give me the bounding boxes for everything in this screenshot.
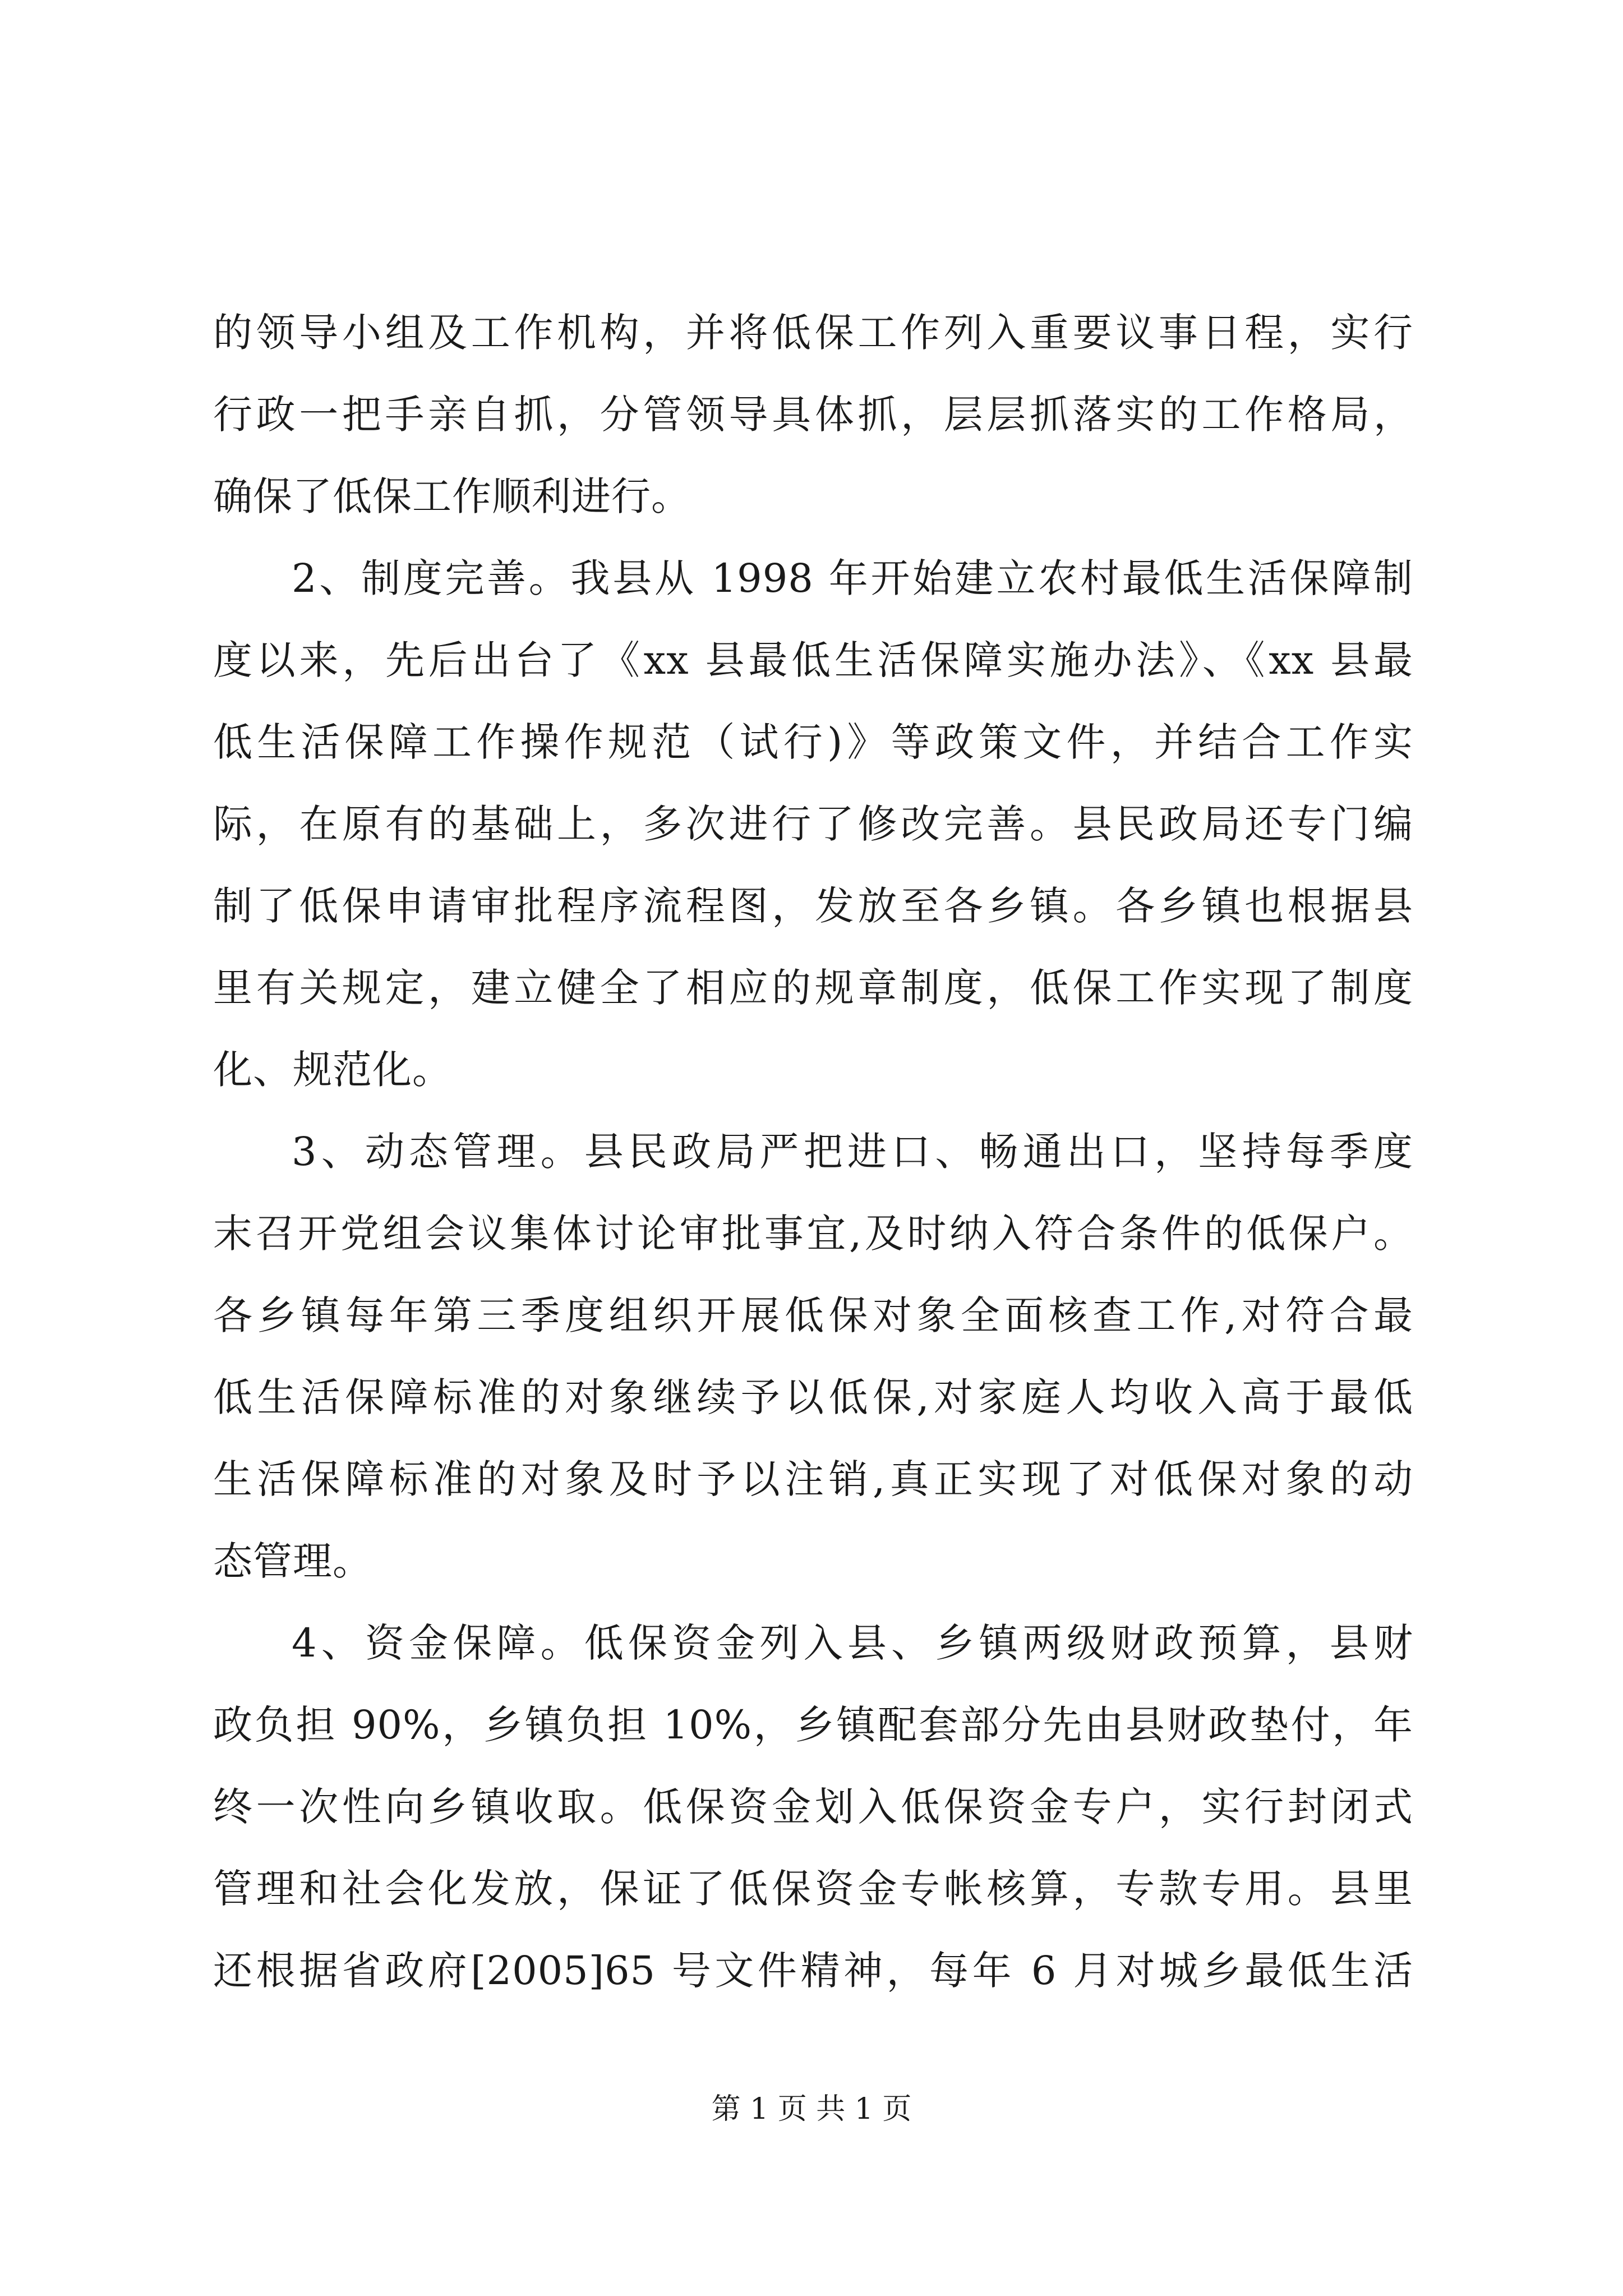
paragraph-start-line: 3、动态管理。县民政局严把进口、畅通出口，坚持每季度 — [292, 1129, 1413, 1175]
text-line: 化、规范化。 — [213, 1047, 452, 1093]
text-line: 际，在原有的基础上，多次进行了修改完善。县民政局还专门编 — [213, 801, 1413, 847]
text-line: 终一次性向乡镇收取。低保资金划入低保资金专户，实行封闭式 — [213, 1784, 1413, 1830]
text-line: 还根据省政府[2005]65 号文件精神，每年 6 月对城乡最低生活 — [213, 1948, 1413, 1994]
text-line: 管理和社会化发放，保证了低保资金专帐核算，专款专用。县里 — [213, 1866, 1413, 1912]
text-line: 确保了低保工作顺利进行。 — [213, 473, 691, 519]
page-number-footer: 第 1 页 共 1 页 — [711, 2092, 912, 2126]
paragraph-start-line: 2、制度完善。我县从 1998 年开始建立农村最低生活保障制 — [292, 555, 1413, 601]
text-line: 各乡镇每年第三季度组织开展低保对象全面核查工作,对符合最 — [213, 1292, 1413, 1338]
text-line: 里有关规定，建立健全了相应的规章制度，低保工作实现了制度 — [213, 965, 1413, 1011]
text-line: 制了低保申请审批程序流程图，发放至各乡镇。各乡镇也根据县 — [213, 883, 1413, 929]
text-line: 度以来，先后出台了《xx 县最低生活保障实施办法》、《xx 县最 — [213, 637, 1413, 683]
text-line: 政负担 90%，乡镇负担 10%，乡镇配套部分先由县财政垫付，年 — [213, 1702, 1413, 1748]
paragraph-start-line: 4、资金保障。低保资金列入县、乡镇两级财政预算，县财 — [292, 1620, 1413, 1666]
text-line: 低生活保障工作操作规范（试行)》等政策文件，并结合工作实 — [213, 719, 1413, 765]
text-line: 生活保障标准的对象及时予以注销,真正实现了对低保对象的动 — [213, 1456, 1413, 1502]
text-line: 末召开党组会议集体讨论审批事宜,及时纳入符合条件的低保户。 — [213, 1211, 1413, 1257]
text-line: 态管理。 — [213, 1538, 372, 1584]
text-line: 行政一把手亲自抓，分管领导具体抓，层层抓落实的工作格局， — [213, 392, 1413, 438]
document-body — [213, 292, 1413, 2012]
text-line: 低生活保障标准的对象继续予以低保,对家庭人均收入高于最低 — [213, 1374, 1413, 1420]
text-line: 的领导小组及工作机构，并将低保工作列入重要议事日程，实行 — [213, 310, 1413, 356]
